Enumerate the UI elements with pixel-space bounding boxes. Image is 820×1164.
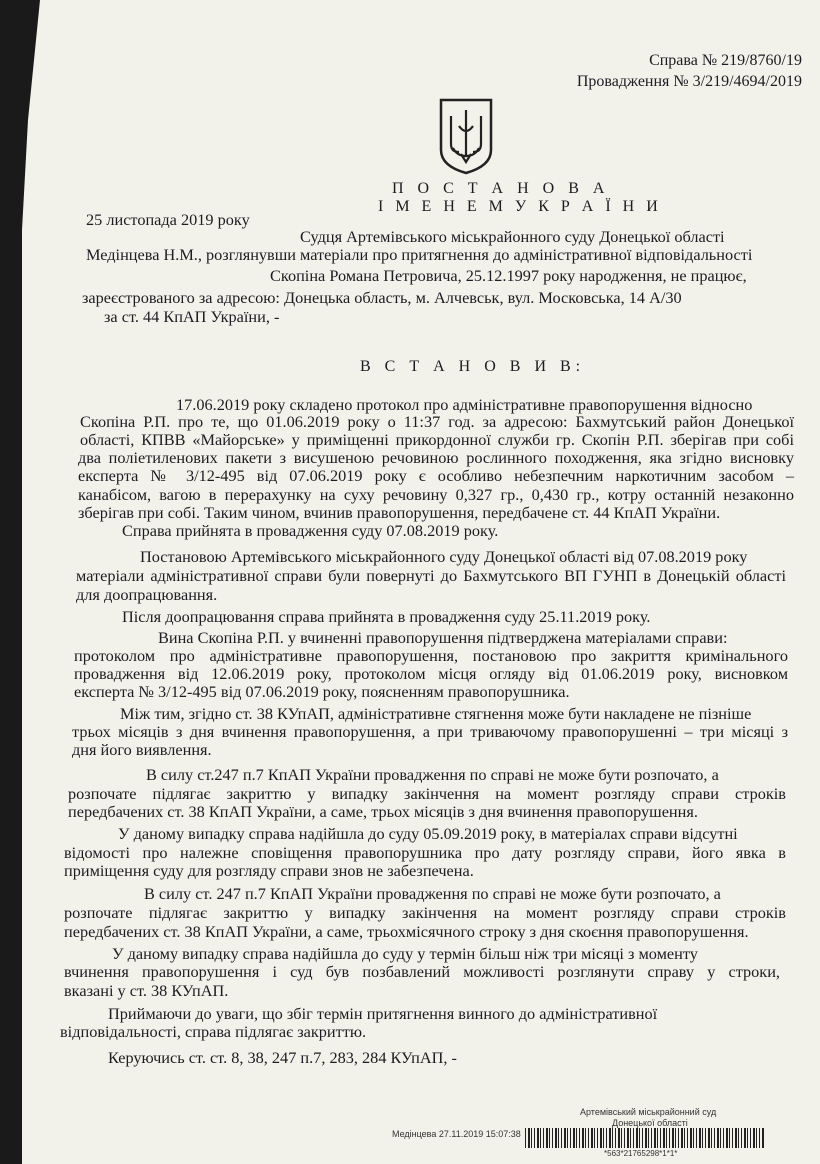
- case-info: [577, 50, 802, 92]
- barcode-icon: [525, 1128, 765, 1148]
- established-heading: В С Т А Н О В И В:: [360, 358, 586, 375]
- body-line: Вина Скопіна Р.П. у вчиненні правопорушення підтверджена матеріалами справи:: [158, 628, 728, 647]
- body-line: дня його виявлення.: [72, 740, 212, 759]
- body-line: передбачених ст. 38 КпАП України, а саме, трьохмісячного строку з дня скоєння правопорушення.: [64, 922, 749, 941]
- body-line: приміщення суду для розгляду справи знов не забезпечена.: [64, 861, 474, 880]
- body-line: Постановою Артемівського міськрайонного суду Донецької області від 07.08.2019 року: [140, 547, 748, 566]
- body-line: два поліетиленових пакети з висушеною речовиною рослинного походження, яка згідно висновку: [78, 448, 794, 467]
- body-line: розпочате підлягає закриттю у випадку закінчення на момент розгляду справи строків: [64, 903, 786, 922]
- judge-line: Судця Артемівського міськрайонного суду Донецької області: [300, 227, 725, 246]
- body-line: розпочате підлягає закриттю у випадку закінчення на момент розгляду справи строків: [68, 784, 786, 803]
- body-line: Після доопрацювання справа прийнята в провадження суду 25.11.2019 року.: [122, 607, 651, 626]
- court-stamp-line-1: Артемівський міськрайонний суд: [580, 1107, 717, 1117]
- body-line: зберігав при собі. Таким чином, вчинив правопорушення, передбачене ст. 44 КпАП України.: [78, 503, 721, 522]
- body-line: канабісом, вагою в перерахунку на суху речовину 0,327 гр., 0,430 гр., котру останній незаконно: [78, 485, 794, 504]
- signature-stamp: Медінцева 27.11.2019 15:07:38: [392, 1129, 521, 1139]
- body-line: передбачених ст. 38 КпАП України, а саме, трьох місяців з дня вчинення правопорушення.: [68, 802, 698, 821]
- body-line: трьох місяців з дня вчинення правопорушення, а при триваючому правопорушенні – три місяці з: [72, 722, 788, 741]
- decision-date: 25 листопада 2019 року: [86, 210, 250, 229]
- body-line: У даному випадку справа надійшла до суду у термін більш ніж три місяці з моменту: [112, 944, 698, 963]
- body-line: провадження від 12.06.2019 року, протоколом місця огляду від 01.06.2019 року, висновком: [74, 664, 788, 683]
- body-line: В силу ст. 247 п.7 КпАП України провадження по справі не може бути розпочато, а: [144, 884, 721, 903]
- body-line: області, КПВВ «Майорське» у приміщенні прикордонної служби гр. Скопін Р.П. зберігав при собі: [80, 430, 794, 449]
- body-line: Справа прийнята в провадження суду 07.08.2019 року.: [122, 521, 499, 540]
- document-title: П О С Т А Н О В А: [392, 180, 610, 197]
- body-line: Керуючись ст. ст. 8, 38, 247 п.7, 283, 284 КУпАП, -: [108, 1048, 457, 1067]
- body-line: 17.06.2019 року складено протокол про адміністративне правопорушення відносно: [176, 395, 753, 414]
- body-line: відомості про належне сповіщення правопорушника про дату розгляду справи, його явка в: [64, 843, 786, 862]
- body-line: вказані у ст. 38 КУпАП.: [64, 981, 229, 1000]
- body-line: У даному випадку справа надійшла до суду 05.09.2019 року, в матеріалах справи відсутні: [118, 824, 738, 843]
- trident-emblem-icon: [437, 96, 495, 176]
- intro-line-5: за ст. 44 КпАП України, -: [104, 307, 280, 326]
- body-line: Скопіна Р.П. про те, що 01.06.2019 року о 11:37 год. за адресою: Бахмутський район Донецької: [80, 412, 794, 431]
- barcode-text: *563*21765298*1*1*: [604, 1149, 678, 1158]
- body-line: Приймаючи до уваги, що збіг термін притягнення винного до адміністративної: [108, 1004, 658, 1023]
- body-line: для доопрацювання.: [76, 585, 218, 604]
- court-stamp-line-2: Донецької області: [612, 1118, 688, 1128]
- body-line: Між тим, згідно ст. 38 КУпАП, адміністративне стягнення може бути накладене не пізніше: [120, 704, 752, 723]
- body-line: експерта № 3/12-495 від 07.06.2019 року є особливо небезпечним наркотичним засобом –: [78, 466, 794, 485]
- intro-line-2: Медінцева Н.М., розглянувши матеріали про притягнення до адміністративної відповідальності: [86, 245, 753, 264]
- body-line: протоколом про адміністративне правопорушення, постановою про закриття кримінального: [74, 646, 788, 665]
- case-number: Справа № 219/8760/19: [649, 52, 802, 69]
- body-line: матеріали адміністративної справи були повернуті до Бахмутського ВП ГУНП в Донецькій області: [76, 566, 786, 585]
- body-line: відповідальності, справа підлягає закриттю.: [60, 1022, 367, 1041]
- intro-line-3: Скопіна Романа Петровича, 25.12.1997 року народження, не працює,: [270, 266, 747, 285]
- document-subtitle: І М Е Н Е М У К Р А Ї Н И: [378, 198, 662, 215]
- intro-line-4: зареєстрованого за адресою: Донецька область, м. Алчевськ, вул. Московська, 14 А/30: [82, 288, 682, 307]
- body-line: експерта № 3/12-495 від 07.06.2019 року, поясненням правопорушника.: [74, 682, 570, 701]
- body-line: вчинення правопорушення і суд був позбавлений можливості розглянути справу у строки,: [64, 962, 780, 981]
- body-line: В силу ст.247 п.7 КпАП України провадження по справі не може бути розпочато, а: [146, 765, 719, 784]
- proceeding-number: Провадження № 3/219/4694/2019: [576, 73, 802, 90]
